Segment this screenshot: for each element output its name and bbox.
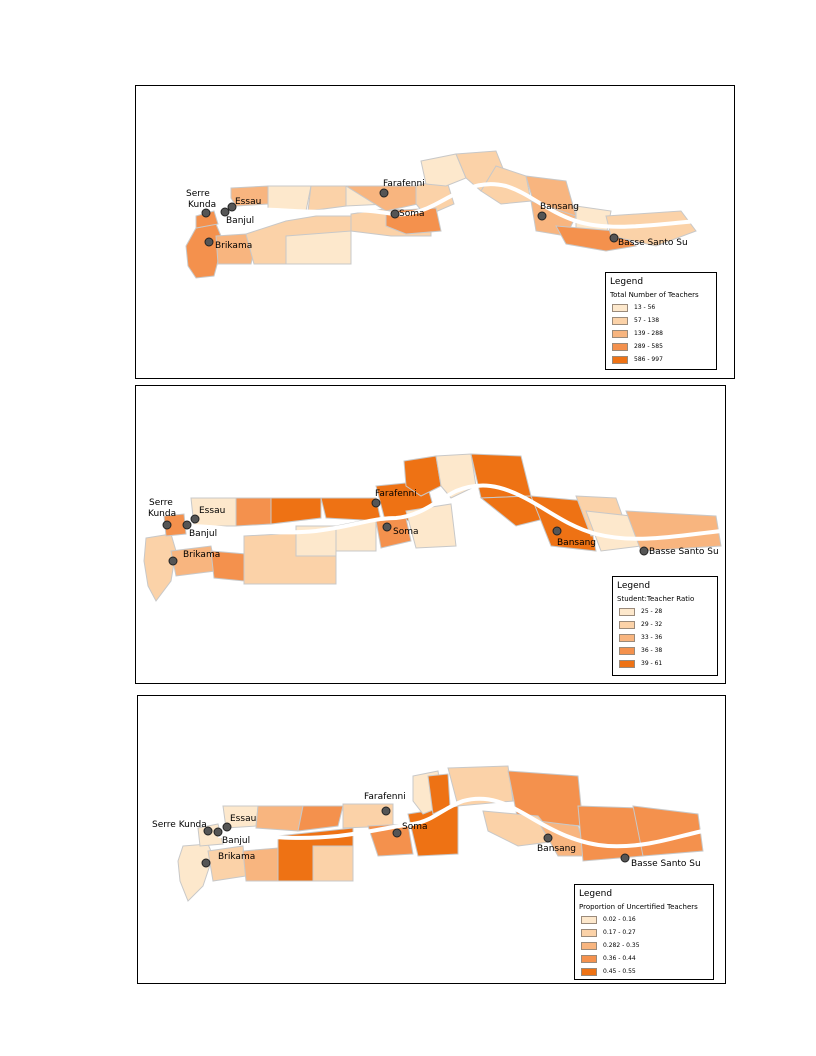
town-marker-soma <box>393 829 401 837</box>
legend-swatch <box>619 634 635 642</box>
legend-class-label: 0.36 - 0.44 <box>603 955 636 962</box>
map-student-teacher-ratio <box>135 385 726 684</box>
town-marker-farafenni <box>382 807 390 815</box>
legend-map-1 <box>605 272 717 370</box>
label-bansang: Bansang <box>557 538 597 548</box>
legend-map-2 <box>612 576 718 676</box>
label-farafenni: Farafenni <box>383 179 425 189</box>
legend-swatch <box>581 929 597 937</box>
town-marker-bansang <box>544 834 552 842</box>
legend-swatch <box>612 330 628 338</box>
label-brikama: Brikama <box>183 550 221 560</box>
label-basse: Basse Santo Su <box>649 547 719 557</box>
legend-class-label: 57 - 138 <box>634 317 660 324</box>
legend-class-5 <box>617 657 713 670</box>
legend-class-4 <box>610 340 712 353</box>
town-marker-bansang <box>553 527 561 535</box>
legend-class-3 <box>579 939 709 952</box>
legend-subtitle: Student:Teacher Ratio <box>617 595 695 603</box>
label-kunda: Kunda <box>188 200 217 210</box>
legend-swatch <box>612 317 628 325</box>
legend-class-2 <box>610 314 712 327</box>
legend-swatch <box>612 343 628 351</box>
legend-class-label: 289 - 585 <box>634 343 663 350</box>
town-marker-essau <box>191 515 199 523</box>
town-marker-bansang <box>538 212 546 220</box>
legend-class-1 <box>610 301 712 314</box>
label-bansang: Bansang <box>540 202 580 212</box>
town-marker-serrekunda <box>163 521 171 529</box>
legend-subtitle: Proportion of Uncertified Teachers <box>579 903 698 911</box>
legend-swatch <box>581 968 597 976</box>
label-soma: Soma <box>393 527 419 537</box>
label-farafenni: Farafenni <box>375 489 417 499</box>
legend-class-label: 39 - 61 <box>641 660 663 667</box>
legend-class-label: 586 - 997 <box>634 356 663 363</box>
label-banjul: Banjul <box>189 529 218 539</box>
legend-title: Legend <box>610 277 644 287</box>
town-marker-banjul <box>183 521 191 529</box>
legend-class-label: 0.17 - 0.27 <box>603 929 636 936</box>
legend-swatch <box>581 942 597 950</box>
legend-class-2 <box>579 926 709 939</box>
town-marker-basse <box>621 854 629 862</box>
legend-class-3 <box>617 631 713 644</box>
legend-class-label: 25 - 28 <box>641 608 663 615</box>
label-basse: Basse Santo Su <box>618 238 688 248</box>
label-kunda: Kunda <box>148 509 177 519</box>
label-bansang: Bansang <box>537 844 577 854</box>
legend-swatch <box>612 304 628 312</box>
legend-subtitle: Total Number of Teachers <box>610 291 699 299</box>
label-farafenni: Farafenni <box>364 792 406 802</box>
town-marker-basse <box>610 234 618 242</box>
label-basse: Basse Santo Su <box>631 859 701 869</box>
town-marker-brikama <box>205 238 213 246</box>
label-serre: Serre <box>186 189 210 199</box>
legend-map-3 <box>574 884 714 980</box>
legend-class-4 <box>617 644 713 657</box>
label-banjul: Banjul <box>226 216 255 226</box>
legend-swatch <box>581 955 597 963</box>
legend-class-label: 29 - 32 <box>641 621 663 628</box>
label-serre: Serre <box>149 498 173 508</box>
town-marker-brikama <box>202 859 210 867</box>
legend-class-5 <box>579 965 709 978</box>
map-total-teachers <box>135 85 735 379</box>
label-essau: Essau <box>230 814 257 824</box>
legend-class-label: 139 - 288 <box>634 330 663 337</box>
town-marker-soma <box>391 210 399 218</box>
legend-swatch <box>581 916 597 924</box>
legend-swatch <box>619 608 635 616</box>
label-brikama: Brikama <box>215 241 253 251</box>
legend-class-label: 36 - 38 <box>641 647 663 654</box>
label-soma: Soma <box>399 209 425 219</box>
label-essau: Essau <box>199 506 226 516</box>
legend-class-2 <box>617 618 713 631</box>
legend-class-1 <box>617 605 713 618</box>
legend-class-label: 33 - 36 <box>641 634 663 641</box>
label-banjul: Banjul <box>222 836 251 846</box>
legend-title: Legend <box>579 889 613 899</box>
label-essau: Essau <box>235 197 262 207</box>
legend-swatch <box>619 621 635 629</box>
legend-class-label: 0.02 - 0.16 <box>603 916 636 923</box>
legend-class-5 <box>610 353 712 366</box>
legend-title: Legend <box>617 581 651 591</box>
legend-class-4 <box>579 952 709 965</box>
legend-swatch <box>619 647 635 655</box>
label-serrekunda: Serre Kunda <box>152 820 207 830</box>
map-uncertified-teachers <box>137 695 726 984</box>
legend-class-label: 0.282 - 0.35 <box>603 942 640 949</box>
legend-class-3 <box>610 327 712 340</box>
town-marker-banjul <box>221 208 229 216</box>
town-marker-farafenni <box>372 499 380 507</box>
legend-class-label: 13 - 56 <box>634 304 656 311</box>
legend-swatch <box>612 356 628 364</box>
town-marker-serrekunda <box>202 209 210 217</box>
legend-class-1 <box>579 913 709 926</box>
label-soma: Soma <box>402 822 428 832</box>
town-marker-essau <box>223 823 231 831</box>
legend-swatch <box>619 660 635 668</box>
town-marker-farafenni <box>380 189 388 197</box>
town-marker-basse <box>640 547 648 555</box>
town-marker-soma <box>383 523 391 531</box>
legend-class-label: 0.45 - 0.55 <box>603 968 636 975</box>
label-brikama: Brikama <box>218 852 256 862</box>
town-marker-brikama <box>169 557 177 565</box>
town-marker-banjul <box>214 828 222 836</box>
